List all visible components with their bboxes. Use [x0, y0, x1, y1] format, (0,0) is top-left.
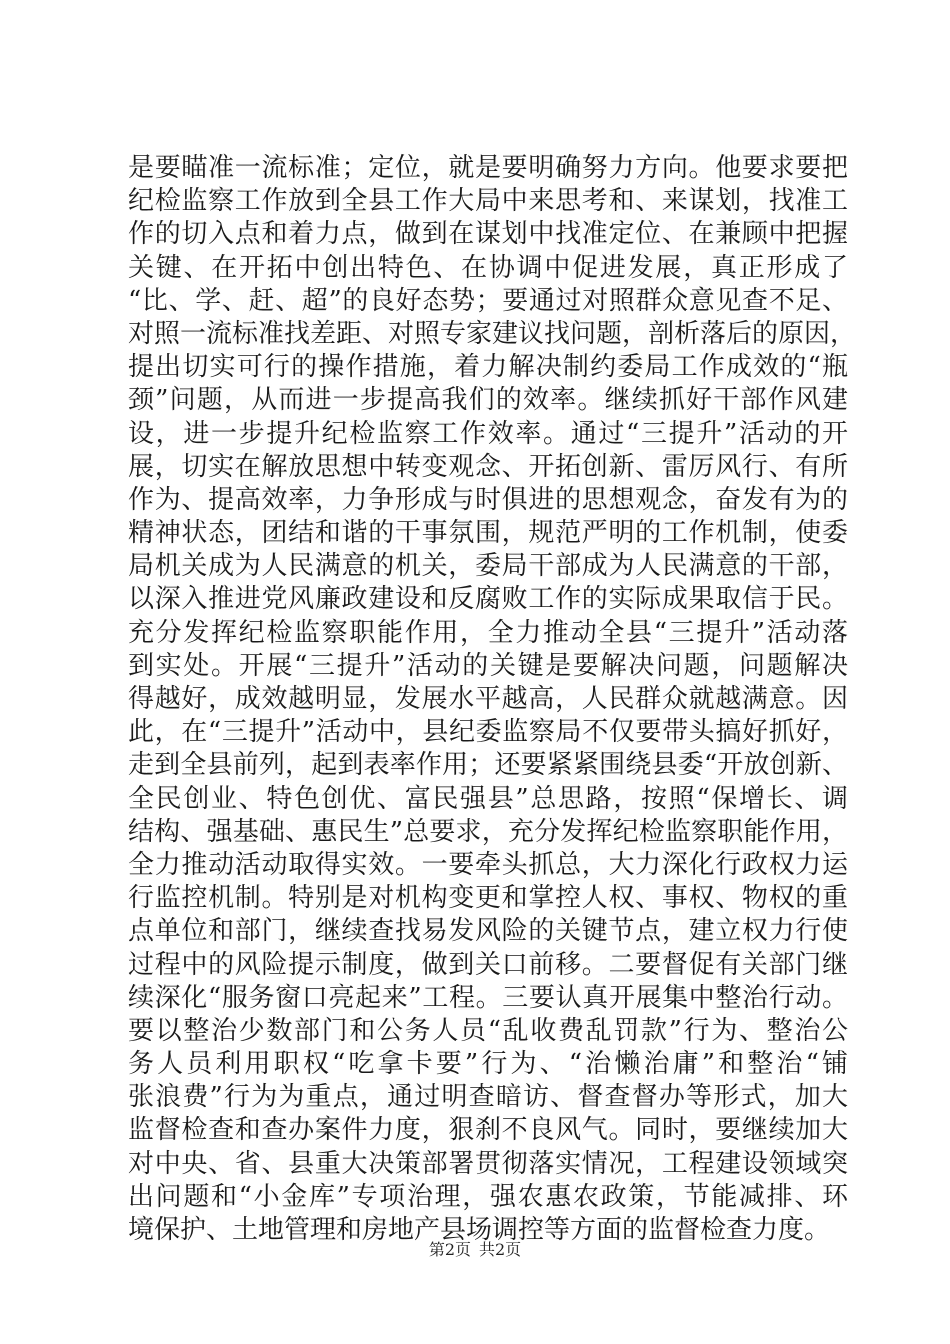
- text-line: 作为、提高效率，力争形成与时俱进的思想观念，奋发有为的: [128, 484, 848, 515]
- text-line: 点单位和部门，继续查找易发风险的关键节点，建立权力行使: [128, 916, 848, 947]
- text-line: 纪检监察工作放到全县工作大局中来思考和、来谋划，找准工: [128, 186, 848, 217]
- text-line: 局机关成为人民满意的机关，委局干部成为人民满意的干部，: [128, 551, 848, 582]
- text-line: 展，切实在解放思想中转变观念、开拓创新、雷厉风行、有所: [128, 451, 848, 482]
- text-line: 此，在“三提升”活动中，县纪委监察局不仅要带头搞好抓好，: [128, 717, 848, 748]
- text-line: “比、学、赶、超”的良好态势；要通过对照群众意见查不足、: [128, 285, 848, 316]
- text-line: 张浪费”行为为重点，通过明查暗访、督查督办等形式，加大: [128, 1082, 848, 1113]
- text-line: 得越好，成效越明显，发展水平越高，人民群众就越满意。因: [128, 684, 848, 714]
- text-line: 关键、在开拓中创出特色、在协调中促进发展，真正形成了: [128, 252, 848, 283]
- text-line: 设，进一步提升纪检监察工作效率。通过“三提升”活动的开: [128, 418, 848, 449]
- text-line: 作的切入点和着力点，做到在谋划中找准定位、在兼顾中把握: [128, 219, 848, 250]
- page-total: 共2页: [479, 1240, 522, 1259]
- text-line: 境保护、土地管理和房地产县场调控等方面的监督检查力度。: [128, 1215, 831, 1245]
- text-line: 出问题和“小金库”专项治理，强农惠农政策，节能减排、环: [128, 1181, 848, 1212]
- text-line: 行监控机制。特别是对机构变更和掌控人权、事权、物权的重: [128, 883, 848, 914]
- text-line: 以深入推进党风廉政建设和反腐败工作的实际成果取信于民。: [128, 584, 848, 615]
- text-line: 精神状态，团结和谐的干事氛围，规范严明的工作机制，使委: [128, 518, 848, 549]
- text-line: 是要瞄准一流标准；定位，就是要明确努力方向。他要求要把: [128, 153, 848, 183]
- page-number: 第2页: [428, 1240, 471, 1259]
- text-line: 结构、强基础、惠民生”总要求，充分发挥纪检监察职能作用，: [128, 816, 848, 847]
- text-line: 对照一流标准找差距、对照专家建议找问题，剖析落后的原因，: [128, 318, 857, 349]
- text-line: 务人员利用职权“吃拿卡要”行为、“治懒治庸”和整治“铺: [128, 1049, 848, 1080]
- text-line: 走到全县前列，起到表率作用；还要紧紧围绕县委“开放创新、: [128, 750, 848, 781]
- body-paragraph: [128, 152, 857, 1247]
- text-line: 充分发挥纪检监察职能作用，全力推动全县“三提升”活动落: [128, 617, 848, 648]
- text-line: 颈”问题，从而进一步提高我们的效率。继续抓好干部作风建: [128, 385, 848, 416]
- text-line: 全民创业、特色创优、富民强县”总思路，按照“保增长、调: [128, 783, 848, 814]
- text-line: 提出切实可行的操作措施，着力解决制约委局工作成效的“瓶: [128, 352, 848, 383]
- text-line: 对中央、省、县重大决策部署贯彻落实情况，工程建设领域突: [128, 1148, 848, 1179]
- text-line: 监督检查和查办案件力度，狠刹不良风气。同时，要继续加大: [128, 1115, 848, 1146]
- text-line: 全力推动活动取得实效。一要牵头抓总，大力深化行政权力运: [128, 849, 848, 880]
- text-line: 过程中的风险提示制度，做到关口前移。二要督促有关部门继: [128, 949, 848, 980]
- text-line: 要以整治少数部门和公务人员“乱收费乱罚款”行为、整治公: [128, 1015, 848, 1046]
- text-line: 续深化“服务窗口亮起来”工程。三要认真开展集中整治行动。: [128, 982, 848, 1013]
- page-footer: [0, 1240, 950, 1260]
- text-line: 到实处。开展“三提升”活动的关键是要解决问题，问题解决: [128, 650, 848, 681]
